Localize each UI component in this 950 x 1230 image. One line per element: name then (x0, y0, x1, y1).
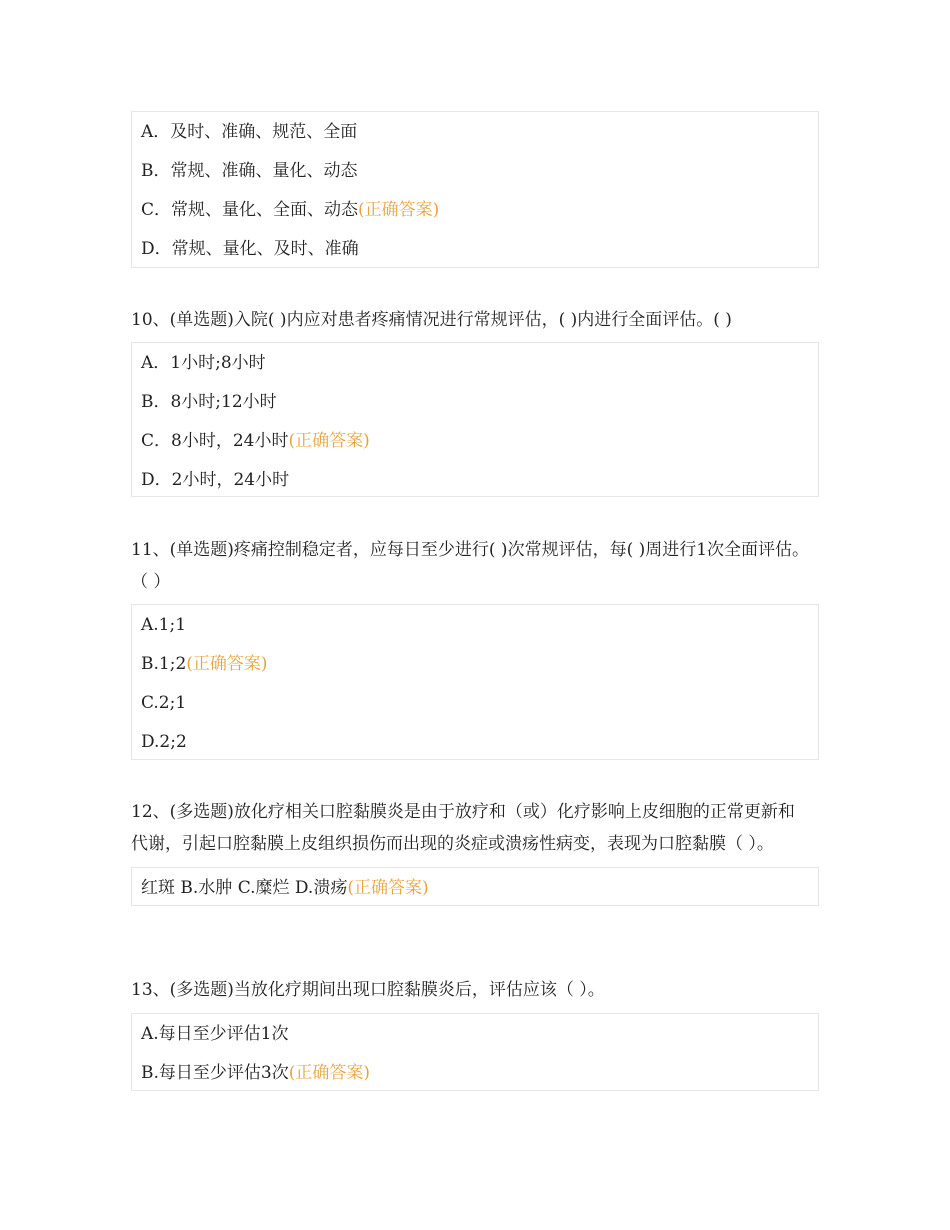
option-b (141, 384, 818, 423)
option-b (141, 153, 818, 192)
option-text: 红斑 B.水肿 C.糜烂 D.溃疡 (141, 878, 348, 898)
option-text: A.每日至少评估1次 (141, 1024, 289, 1044)
question-text: 11、(单选题)疼痛控制稳定者，应每日至少进行( )次常规评估，每( )周进行1次全面评估。（ ） (131, 540, 810, 592)
option-d (141, 231, 818, 270)
option-text: B.1;2 (141, 654, 187, 674)
question-block-11 (131, 534, 819, 760)
option-text: C.2;1 (141, 693, 187, 713)
option-text: B．8小时;12小时 (141, 392, 277, 412)
correct-answer-mark: (正确答案) (186, 654, 268, 674)
option-d (141, 462, 818, 501)
option-a (141, 114, 818, 153)
option-line (141, 870, 818, 909)
question-block-12 (131, 796, 819, 906)
options-box (131, 342, 819, 497)
option-a (141, 1016, 818, 1055)
option-c (141, 685, 818, 724)
option-text: A．1小时;8小时 (141, 353, 266, 373)
option-a (141, 607, 818, 646)
question-block-9-continued (131, 111, 819, 268)
options-box (131, 111, 819, 268)
question-text: 10、(单选题)入院( )内应对患者疼痛情况进行常规评估，( )内进行全面评估。( ) (131, 310, 732, 330)
option-text: D．2小时，24小时 (141, 470, 290, 490)
option-text: B.每日至少评估3次 (141, 1063, 289, 1083)
options-box (131, 1013, 819, 1091)
option-text: B．常规、准确、量化、动态 (141, 161, 358, 181)
question-block-13 (131, 974, 819, 1091)
option-d (141, 724, 818, 763)
option-text: A.1;1 (141, 615, 187, 635)
option-text: A．及时、准确、规范、全面 (141, 122, 358, 142)
option-text: C．常规、量化、全面、动态 (141, 200, 359, 220)
correct-answer-mark: (正确答案) (347, 878, 429, 898)
option-text: D.2;2 (141, 732, 187, 752)
option-c (141, 423, 818, 462)
correct-answer-mark: (正确答案) (288, 1063, 370, 1083)
option-c (141, 192, 818, 231)
question-text: 12、(多选题)放化疗相关口腔黏膜炎是由于放疗和（或）化疗影响上皮细胞的正常更新和代谢，引起口腔黏膜上皮组织损伤而出现的炎症或溃疡性病变，表现为口腔黏膜（ ）。 (131, 802, 795, 854)
option-b (141, 1055, 818, 1094)
options-box (131, 604, 819, 760)
question-text: 13、(多选题)当放化疗期间出现口腔黏膜炎后，评估应该（ ）。 (131, 980, 605, 1000)
question-block-10 (131, 304, 819, 497)
options-box (131, 867, 819, 906)
correct-answer-mark: (正确答案) (288, 431, 370, 451)
correct-answer-mark: (正确答案) (358, 200, 440, 220)
option-text: D．常规、量化、及时、准确 (141, 239, 359, 259)
option-b (141, 646, 818, 685)
option-a (141, 345, 818, 384)
option-text: C．8小时，24小时 (141, 431, 289, 451)
